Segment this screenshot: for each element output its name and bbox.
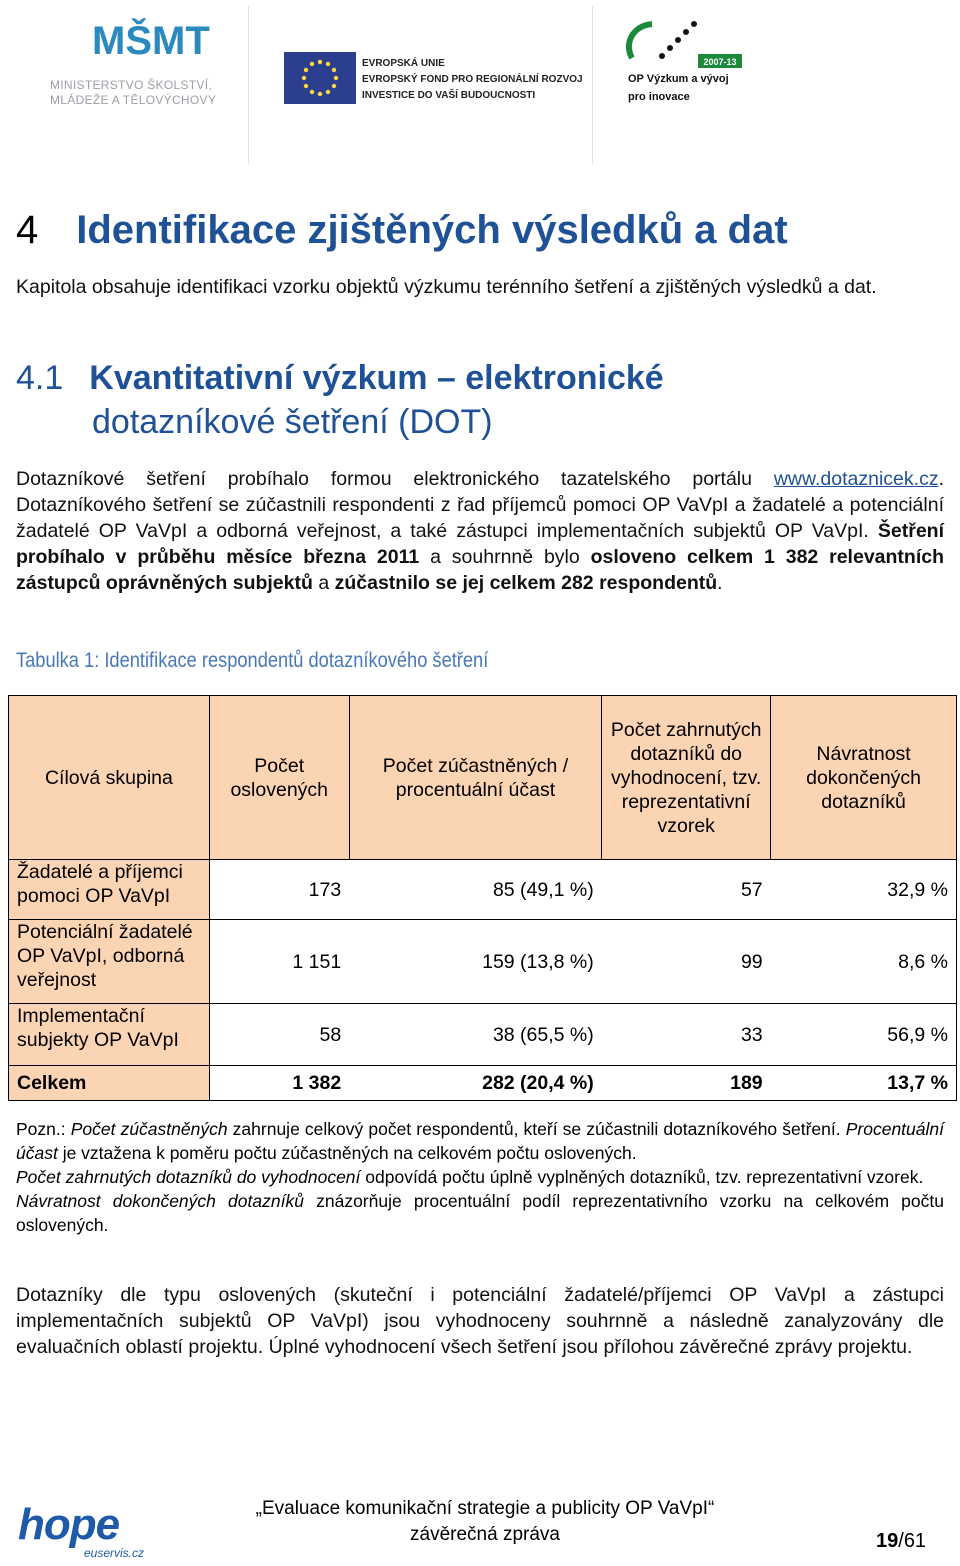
footer-doc-title: „Evaluace komunikační strategie a publicity OP VaVpI“ (255, 1498, 715, 1519)
subsection-heading (16, 356, 664, 441)
hope-logo-sub: euservis.cz (84, 1546, 145, 1560)
header-cell: Návratnost dokončených dotazníků (771, 696, 957, 860)
hope-logo: hope (18, 1500, 120, 1549)
header-cell: Cílová skupina (9, 696, 210, 860)
ministry-logo (40, 14, 225, 107)
value-cell: 58 (209, 1004, 349, 1066)
ministry-name: MINISTERSTVO ŠKOLSTVÍ, MLÁDEŽE A TĚLOVÝCHOVY (50, 78, 217, 107)
group-cell: Implementační subjekty OP VaVpI (9, 1004, 210, 1066)
total-label: Celkem (9, 1066, 210, 1101)
header-cell: Počet zúčastněných / procentuální účast (349, 696, 602, 860)
subsection-number: 4.1 (16, 359, 64, 397)
msmt-mark-text: MŠMT (92, 19, 210, 63)
section-intro: Kapitola obsahuje identifikaci vzorku objektů výzkumu terénního šetření a zjištěných výsledků a dat. (16, 276, 877, 298)
total-cell: 189 (602, 1066, 771, 1101)
value-cell: 173 (209, 860, 349, 920)
total-cell: 1 382 (209, 1066, 349, 1101)
op-text: OP Výzkum a vývoj pro inovace (628, 73, 729, 103)
body-paragraph-final: Dotazníky dle typu oslovených (skuteční i potenciální žadatelé/příjemci OP VaVpI a zástupci implementačních subjektů OP VaVpI) jsou vyhodnoceny souhrnně a následně zanalyzovány dle evaluačních oblastí projektu. Úplné vyhodnocení všech šetření jsou přílohou závěrečné zprávy projektu. (16, 1284, 944, 1358)
header-cell: Počet zahrnutých dotazníků do vyhodnocení, tzv. reprezentativní vzorek (602, 696, 771, 860)
value-cell: 33 (602, 1004, 771, 1066)
value-cell: 32,9 % (771, 860, 957, 920)
subsection-title-line1: Kvantitativní výzkum – elektronické (89, 359, 664, 397)
footer-doc-subtitle: závěrečná zpráva (410, 1524, 560, 1545)
section-title: Identifikace zjištěných výsledků a dat (76, 208, 788, 252)
msmt-mark (40, 14, 210, 78)
total-cell: 13,7 % (771, 1066, 957, 1101)
value-cell: 85 (49,1 %) (349, 860, 602, 920)
total-cell: 282 (20,4 %) (349, 1066, 602, 1101)
group-cell: Žadatelé a příjemci pomoci OP VaVpI (9, 860, 210, 920)
table-caption: Tabulka 1: Identifikace respondentů dotazníkového šetření (16, 649, 489, 672)
header-divider (248, 6, 249, 164)
value-cell: 99 (602, 920, 771, 1004)
eu-text: EVROPSKÁ UNIE EVROPSKÝ FOND PRO REGIONÁLNÍ ROZVOJ INVESTICE DO VAŠÍ BUDOUCNOSTI (362, 58, 583, 101)
table-total-row (9, 1066, 957, 1101)
header-divider (592, 6, 593, 164)
table-row (9, 860, 957, 920)
value-cell: 56,9 % (771, 1004, 957, 1066)
table-row (9, 920, 957, 1004)
group-cell: Potenciální žadatelé OP VaVpI, odborná veřejnost (9, 920, 210, 1004)
subsection-title-line2: dotazníkové šetření (DOT) (92, 403, 493, 441)
body-paragraph: Dotazníkové šetření probíhalo formou elektronického tazatelského portálu www.dotaznicek.cz. Dotazníkového šetření se zúčastnili respondenti z řad příjemců pomoci OP VaVpI a žadatelé a potenciální žadatelé OP VaVpI a odborná veřejnost, a také zástupci implementačních subjektů OP VaVpI. Šetření probíhalo v průběhu měsíce března 2011 a souhrnně bylo osloveno celkem 1 382 relevantních zástupců oprávněných subjektů a zúčastnilo se jej celkem 282 respondentů. (16, 468, 945, 594)
respondents-table (8, 695, 957, 1101)
section-heading (16, 204, 788, 256)
footer-title (230, 1496, 740, 1548)
op-logo-mark (618, 14, 748, 70)
header-cell: Počet oslovených (209, 696, 349, 860)
table-row (9, 1004, 957, 1066)
value-cell: 57 (602, 860, 771, 920)
op-year: 2007-13 (703, 57, 737, 67)
value-cell: 8,6 % (771, 920, 957, 1004)
portal-link[interactable]: www.dotaznicek.cz (773, 468, 939, 490)
section-number: 4 (16, 208, 39, 252)
table-notes: Pozn.: Počet zúčastněných zahrnuje celkový počet respondentů, kteří se zúčastnili dotazníkového šetření. Procentuální účast je vztažena k poměru počtu zúčastněných na celkovém počtu oslovených. Počet zahrnutých dotazníků do vyhodnocení odpovídá počtu úplně vyplněných dotazníků, tzv. reprezentativní vzorek. Návratnost dokončených dotazníků znázorňuje procentuální podíl reprezentativního vzorku na celkovém počtu oslovených. (16, 1119, 944, 1235)
eu-flag-icon (284, 52, 356, 104)
table-header-row (9, 696, 957, 860)
value-cell: 38 (65,5 %) (349, 1004, 602, 1066)
page-number: 19/61 (876, 1530, 927, 1552)
value-cell: 159 (13,8 %) (349, 920, 602, 1004)
value-cell: 1 151 (209, 920, 349, 1004)
